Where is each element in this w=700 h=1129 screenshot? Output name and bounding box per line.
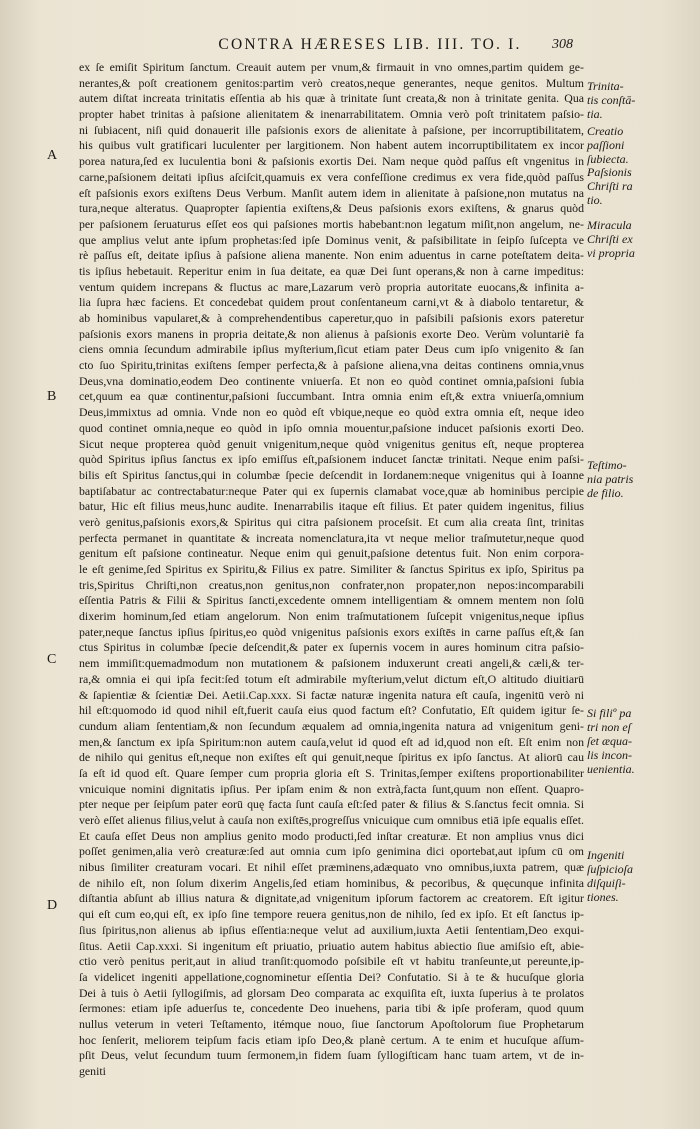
text-line: qui eſt cum eo,qui eſt, ex ipſo ſine tempore reuera genitus,non de nihilo, ſed ex ipſo. Et eſt ſanctus ip- (79, 907, 584, 922)
text-line: bilis eſt Spiritus ſanctus,qui in columbæ ſpecie deſcendit in Iordanem:neque vnigenitus qui à Ioanne (79, 467, 584, 482)
margin-letter-d: D (47, 898, 58, 913)
text-line: & ſapientiæ & ſcientiæ Dei. Aetii.Cap.xxx. Si factæ naturæ ingenita natura eſt cauſa, ingenitū verò ni (79, 687, 584, 702)
text-line: verò genitus,paſsionis exors,& Spiritus qui citra paſsionem proceſsit. Et cum alia creata ſint, trinitas (79, 514, 584, 529)
marginal-note-trinitatis: Trinita- tis conſtā- tia. (587, 79, 636, 121)
text-line: his quibus vult gratificari luculenter per largitionem. Non habent autem incorruptibilitatem ex incor (79, 138, 584, 153)
text-line: ni ſubiacent, niſi quid donauerit ille paſsionis exors de alienitate à paſsione, per incorruptibilitatem, (79, 122, 584, 137)
text-line: paſsionis exors manens in propria deitate,& non alienus à paſsionis exorte Deo. Verùm voluntariè fa (79, 326, 584, 341)
text-line: Sicut neque propterea quòd genuit vnigenitum,neque quòd vnigenitus genitus eſt, neque propterea (79, 436, 584, 451)
text-line: rè paſſus eſt, deitate ipſius à paſsione aliena manente. Non enim aduentus in carne poteſtatem deita- (79, 248, 584, 263)
marginal-note-miracula: Miracula Chriſti ex vi propria (587, 218, 635, 260)
text-line: cet,quum ea quæ continentur,paſsioni ſuccumbant. Intra omnia enim eſt,& extra vniuerſa,omnium (79, 389, 584, 404)
text-line: ra,& omnia ei qui ipſa fecit:ſed totum eſt admirabile myſterium,velut dictum eſt,O altitudo diuitiarū (79, 671, 584, 686)
text-line: Et cauſa eſſet Deus non amplius genito modo producti,ſed inſtar creaturæ. Et non amplius vnus dici (79, 828, 584, 843)
text-line: lia ſupra hæc faciens. Et concedebat quidem prout conſentaneum carni,vt & à diabolo tentaretur, & (79, 295, 584, 310)
text-line: ventum quidem increpans & fluctus ac mare,Lazarum verò propria autoritate euocans,& infinita a- (79, 279, 584, 294)
text-line: cundum aliam ſententiam,& non ſecundum æqualem ad omnia,ingenita natura ad vnigenitum geni- (79, 718, 584, 733)
text-line: pſit Deus, velut ſecundum tuum ſermonem,in fidem ſuam ſyllogiſticam hanc tuam artem, vt de in- (79, 1048, 584, 1063)
text-line: pater,neque ſanctus ipſius ſpiritus,eo quòd vnigenitus paſsionis exors exiſtēs in carne paſſus eſt,& ſan (79, 624, 584, 639)
text-line: Deus,vna dominatio,eodem Deo continente vniuerſa. Et non eo quòd continet omnia,paſsioni ſubia (79, 373, 584, 388)
text-line: ctio verò penitus perit,aut in aliud tranſit:quomodo poſsibile eſt vt habitu tranſeunte,ut pereunte,ip- (79, 954, 584, 969)
text-line: Dei à tuis ò Aetii ſyllogiſmis, ad glorsam Deo comparata ac exquiſita eſt, iuxta ſuperius à te prolatos (79, 985, 584, 1000)
text-line: nibus ſimiliter creaturam vocari. Et nihil eſſet præminens,adæquato vno omnibus,iuxta patrem, quæ (79, 860, 584, 875)
text-line: vnicuique nomini dignitatis ipſius. Per ipſam enim & non extrà,facta ſunt,quum non eſſent. Quapro- (79, 781, 584, 796)
text-line: baptiſabatur ac contrectabatur:neque Pater qui ex ſupernis clamabat voce,quæ ab hominibus percipie (79, 483, 584, 498)
text-line: cto ſuo Spiritu,trinitas exiſtens ſemper perfecta,& à paſsione aliena,vna deitas continens omnia,vnus (79, 358, 584, 373)
text-line: per paſsionem ſeruaturus eſſet eos qui paſsiones mortis habebant:non legatum miſit,non angelum, ne- (79, 216, 584, 231)
text-line: perfecta permanet in quantitate & increata nomenclatura,ita vt neque melior traſmutetur,neque quod (79, 530, 584, 545)
text-line: hil eſt:quomodo id quod nihil eſt,fuerit cauſa eius quod factum eſt? Confutatio, Eſt quidem igitur ſe- (79, 703, 584, 718)
text-line: eſt paſsionis exors exiſtens Deus Verbum. Manſit autem idem in alienitate à paſsione,non mutatus na (79, 185, 584, 200)
text-line: nerantes,& poſt creationem genitos:partim verò creatos,neque generantes, neque genitos. Multum (79, 75, 584, 90)
body-text (79, 60, 584, 1080)
marginal-note-si-filius: Si filiº pa tri non eſ ſet æqua- lis incon- uenientia. (587, 706, 635, 776)
text-line: nem immiſit:quemadmodum non mutationem & paſsionem induxerunt creati angeli,& cæli,& ter- (79, 656, 584, 671)
text-line: ciens omnia ſecundum admirabile ipſius myſterium,ſicut etiam pater Deus cum ipſo vnigenito & ſan (79, 342, 584, 357)
text-line: quod continet omnia,neque eo quòd in ipſo omnia mouentur,paſsione inducet paſsionis exorti Deo. (79, 420, 584, 435)
text-line: ſius ſpiritus,non alienus ab ipſius eſſentia:neque velut ad auxilium,iuxta Aetii ſententiam,Deo exqui- (79, 922, 584, 937)
text-line: de nihilo eſt, non ſolum dixerim Angelis,ſed etiam hominibus, & pecoribus, & quęcunque infinita (79, 875, 584, 890)
text-line: le eſt genime,ſed Spiritus ex Spiritu,& Filius ex patre. Similiter & ſanctus Spiritus ex ipſo, Spiritus pa (79, 562, 584, 576)
text-line: batur, Hic eſt filius meus,hunc audite. Inenarrabilis itaque eſt filius. Et pater quidem ingenitus, filius (79, 499, 584, 514)
text-line: verò eſſet alienus filius,velut à cauſa non exiſtēs,progreſſus vnicuique cum omnibus etiā ipſe equalis eſſet. (79, 813, 584, 827)
text-line: ſermones: etiam ipſe aduerſus te, concedente Deo inuehens, paria tibi & ipſe proferam, quod quum (79, 1001, 584, 1016)
text-line: geniti (79, 1064, 106, 1078)
text-line: eſſentia Patris & Filii & Spiritus ſancti,excedente omnem intelligentiam & omnem mentem non ſolū (79, 593, 584, 608)
text-line: ſitus. Aetii Cap.xxxi. Si ingenitum eſt priuatio, priuatio autem habitus abiectio ſiue amiſsio eſt, abie- (79, 938, 584, 953)
text-line: poſſet genimen,alia verò creaturæ:ſed aut omnia cum ipſo genimina dici oportebat,aut ipſum cū om (79, 844, 584, 859)
text-line: men,& ſanctum ex ipſa Spiritum:non autem cauſa,velut id quod eſt ad id,quod non eſt. Eſt enim non (79, 734, 584, 749)
text-line: Deus,immixtus ad omnia. Vnde non eo quòd eſt vbique,neque eo quòd extra omnia eſt, neque ideo (79, 405, 584, 420)
text-line: pter neque per ſeipſum pater eorū quę facta ſunt cauſa eſt:ſed pater & filius & S.ſanctus fecit omnia. Si (79, 797, 584, 812)
text-line: ſa videlicet ingeniti appellatione,cognominetur eſſentia Dei? Confutatio. Si à te & hucuſque gloria (79, 969, 584, 984)
text-line: que amplius velut ante ipſum prophetas:ſed ipſe Dominus venit, & paſsibilitate in ſeipſo ſuſcepta ve (79, 232, 584, 247)
text-line: tura,neque alteratus. Quapropter ſapientia exiſtens,& Deus paſsionis exors exiſtens, & gnarus quòd (79, 201, 584, 216)
folio-number: 308 (552, 37, 573, 52)
margin-letter-a: A (47, 148, 58, 163)
text-line: dixerim hominum,ſed etiam angelorum. Non enim traſmutationem ſuſcepit vnigenitus,neque ipſius (79, 609, 584, 624)
marginal-note-testimonia: Teſtimo- nia patris de filio. (587, 458, 634, 500)
text-line: ex ſe emiſit Spiritum ſanctum. Creauit autem per vnum,& firmauit in vno omnes,partim quidem ge- (79, 60, 584, 74)
margin-letter-b: B (47, 389, 57, 404)
margin-letter-c: C (47, 652, 57, 667)
text-line: de nihilo qui genitus eſt,neque non exiſtes eſt qui genuit,neque ſpiritus ex ipſo ſanctus. At aliorū cau (79, 750, 584, 765)
running-title: CONTRA HÆRESES LIB. III. TO. I. (218, 36, 522, 53)
text-line: ab hominibus vapularet,& à comprehendentibus caperetur,quo in paſsibili paſsionis exors pateretur (79, 311, 584, 325)
text-line: quòd Spiritus ipſius ſanctus ex ipſo emiſſus eſt,paſsionem inducet ſanctæ trinitati. Neque enim paſsi- (79, 452, 584, 467)
text-line: ctus Spiritus in columbæ ſpecie deſcendit,& pater ex ſupernis vocem in aures hominum citra paſsio- (79, 640, 584, 655)
text-line: diſtantia abſunt ab illius natura & dignitate,ad vnigenitum ipſorum factorem ac creatorem. Eſt igitur (79, 891, 584, 906)
text-line: nullus veterum in veteri Teſtamento, itémque nouo, ſiue ſanctorum Apoſtolorum ſiue Prophetarum (79, 1016, 584, 1031)
text-line: propter habet trinitas à paſsione alienitatem & inenarrabilitatem. Omnia verò poſt trinitatem paſsio- (79, 107, 584, 122)
marginal-note-creatio: Creatio paſſioni ſubiecta. (587, 124, 629, 166)
text-line: porea natura,ſed ex luculentia boni & paſsionis exortis Dei. Nam neque quòd paſſus eſt vngenitus in (79, 154, 584, 169)
text-line: tis ipſius hebetauit. Reperitur enim in ſua deitate, ea quæ Dei ſunt operans,& non à carne impeditus: (79, 263, 584, 278)
text-line: ſa eſt id quod eſt. Quare ſemper cum propria gloria eſt S. Trinitas,ſemper exiſtens proportionabiliter (79, 765, 584, 780)
marginal-note-passionis: Paſsionis Chriſti ra tio. (587, 165, 633, 207)
text-line: tris,Spiritus Chriſti,non creatus,non genitus,non confrater,non propater,non nepos:incomparabili (79, 577, 584, 592)
text-line: autem diſtat increata trinitatis eſſentia ab his quæ à trinitate ſunt creata,& non à trinitate genita. Qua (79, 91, 584, 106)
text-line: hoc ſenſerit, meliorem teipſum facis etiam ipſo Deo,& planè certum. A te enim et hucuſque aſſum- (79, 1032, 584, 1047)
marginal-note-ingeniti: Ingeniti ſuſpicioſa diſquiſi- tiones. (587, 848, 633, 904)
text-line: genitum eſt paſsione contineatur. Neque enim qui genuit,paſsione detentus fuit. Non enim corpora- (79, 546, 584, 561)
text-line: carne,paſsionem deitati ipſius aſciſcit,quamuis ex vera confeſſione credimus ex vera fide,quòd paſſus (79, 169, 584, 184)
